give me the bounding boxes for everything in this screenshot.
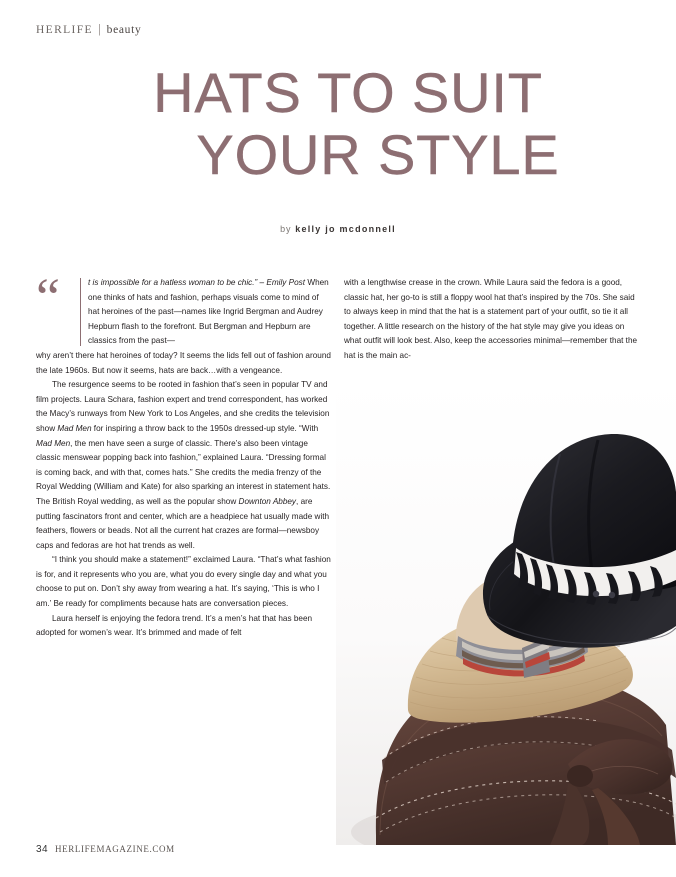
- paragraph-2-part-a: The resurgence seems to be rooted in fashion that’s seen in popular TV and film projects. Laura Schara, fashion expert and trend correspondent, has worked the Macy’s runways from New York to Los Angeles, and she credits the television show: [36, 380, 330, 433]
- right-column-paragraph: with a lengthwise crease in the crown. While Laura said the fedora is a good, classic hat, her go-to is still a floppy wool hat that’s inspired by the 70s. She said to always keep in mind that the hat is a statement part of your outfit, so tie it all together. A little research on the history of the hat style may give you ideas on what outfit will look best. Also, keep the accessories minimal—remember that the hat is the main ac-: [344, 278, 638, 360]
- body-column-left: [36, 267, 332, 641]
- masthead-brand: HERLIFE: [36, 24, 93, 36]
- stacked-hats-illustration: [336, 380, 676, 845]
- show-title-mad-men-1: Mad Men: [57, 423, 92, 433]
- paragraph-2-part-c: , the men have seen a surge of classic. There’s also been vintage classic menswear popping back into fashion,” explained Laura. “Dressing formal is coming back, and with that, comes hats.” She credits the media frenzy of the Royal Wedding (William and Kate) for also sparking an interest in statement hats. The British Royal wedding, as well as the popular show: [36, 438, 331, 506]
- page-footer: [36, 844, 175, 855]
- lead-paragraph-continued: When one thinks of hats and fashion, perhaps visuals come to mind of hat heroines of the past—names like Ingrid Bergman and Audrey Hepburn flash to the forefront. But Bergman and Hepburn are classics from the past—: [88, 278, 329, 346]
- drop-quote-block: [36, 267, 332, 349]
- quote-rule: [80, 278, 81, 346]
- quote-mark: “: [36, 267, 60, 327]
- stacked-hats-photo: [336, 380, 676, 845]
- lead-quote: t is impossible for a hatless woman to be chic.” – Emily Post: [88, 278, 306, 287]
- paragraph-3: “I think you should make a statement!” exclaimed Laura. “That’s what fashion is for, and it represents who you are, what you do every single day and what you choose to put on. Don’t shy away from wearing a hat. It’s saying, ‘This is who I am.’ Be ready for compliments because hats are conversation pieces.: [36, 555, 331, 609]
- paragraph-2-part-d: , are putting fascinators front and center, which are a headpiece hat usually made with feathers, flowers or beads. Not all the current hat crazes are formal—newsboy caps and fedoras are hot hat trends as well.: [36, 496, 330, 550]
- paragraph-4: Laura herself is enjoying the fedora trend. It’s a men’s hat that has been adopted for women’s wear. It’s brimmed and made of felt: [36, 613, 313, 638]
- footer-site-name: HERLIFEMAGAZINE.COM: [55, 844, 175, 854]
- byline: [0, 224, 676, 234]
- body-column-right: [344, 276, 640, 364]
- masthead-section: beauty: [106, 24, 142, 36]
- masthead-separator: |: [97, 24, 102, 36]
- paragraph-2-part-b: for inspiring a throw back to the 1950s dressed-up style. “With: [91, 423, 319, 433]
- paragraph-2: [36, 378, 332, 553]
- page-title-line-2: YOUR STYLE: [196, 123, 560, 186]
- page-title-line-1: HATS TO SUIT: [153, 61, 543, 124]
- byline-prefix: by: [280, 224, 292, 234]
- paragraph-1-continued: why aren’t there hat heroines of today? It seems the lids fell out of fashion around the late 1960s. But now it seems, hats are back…with a vengeance.: [36, 350, 331, 375]
- page-title: [0, 62, 676, 186]
- masthead: [36, 24, 141, 36]
- page-number: 34: [36, 844, 49, 855]
- show-title-mad-men-2: Mad Men: [36, 438, 71, 448]
- show-title-downton-abbey: Downton Abbey: [238, 496, 297, 506]
- byline-author: kelly jo mcdonnell: [295, 224, 396, 234]
